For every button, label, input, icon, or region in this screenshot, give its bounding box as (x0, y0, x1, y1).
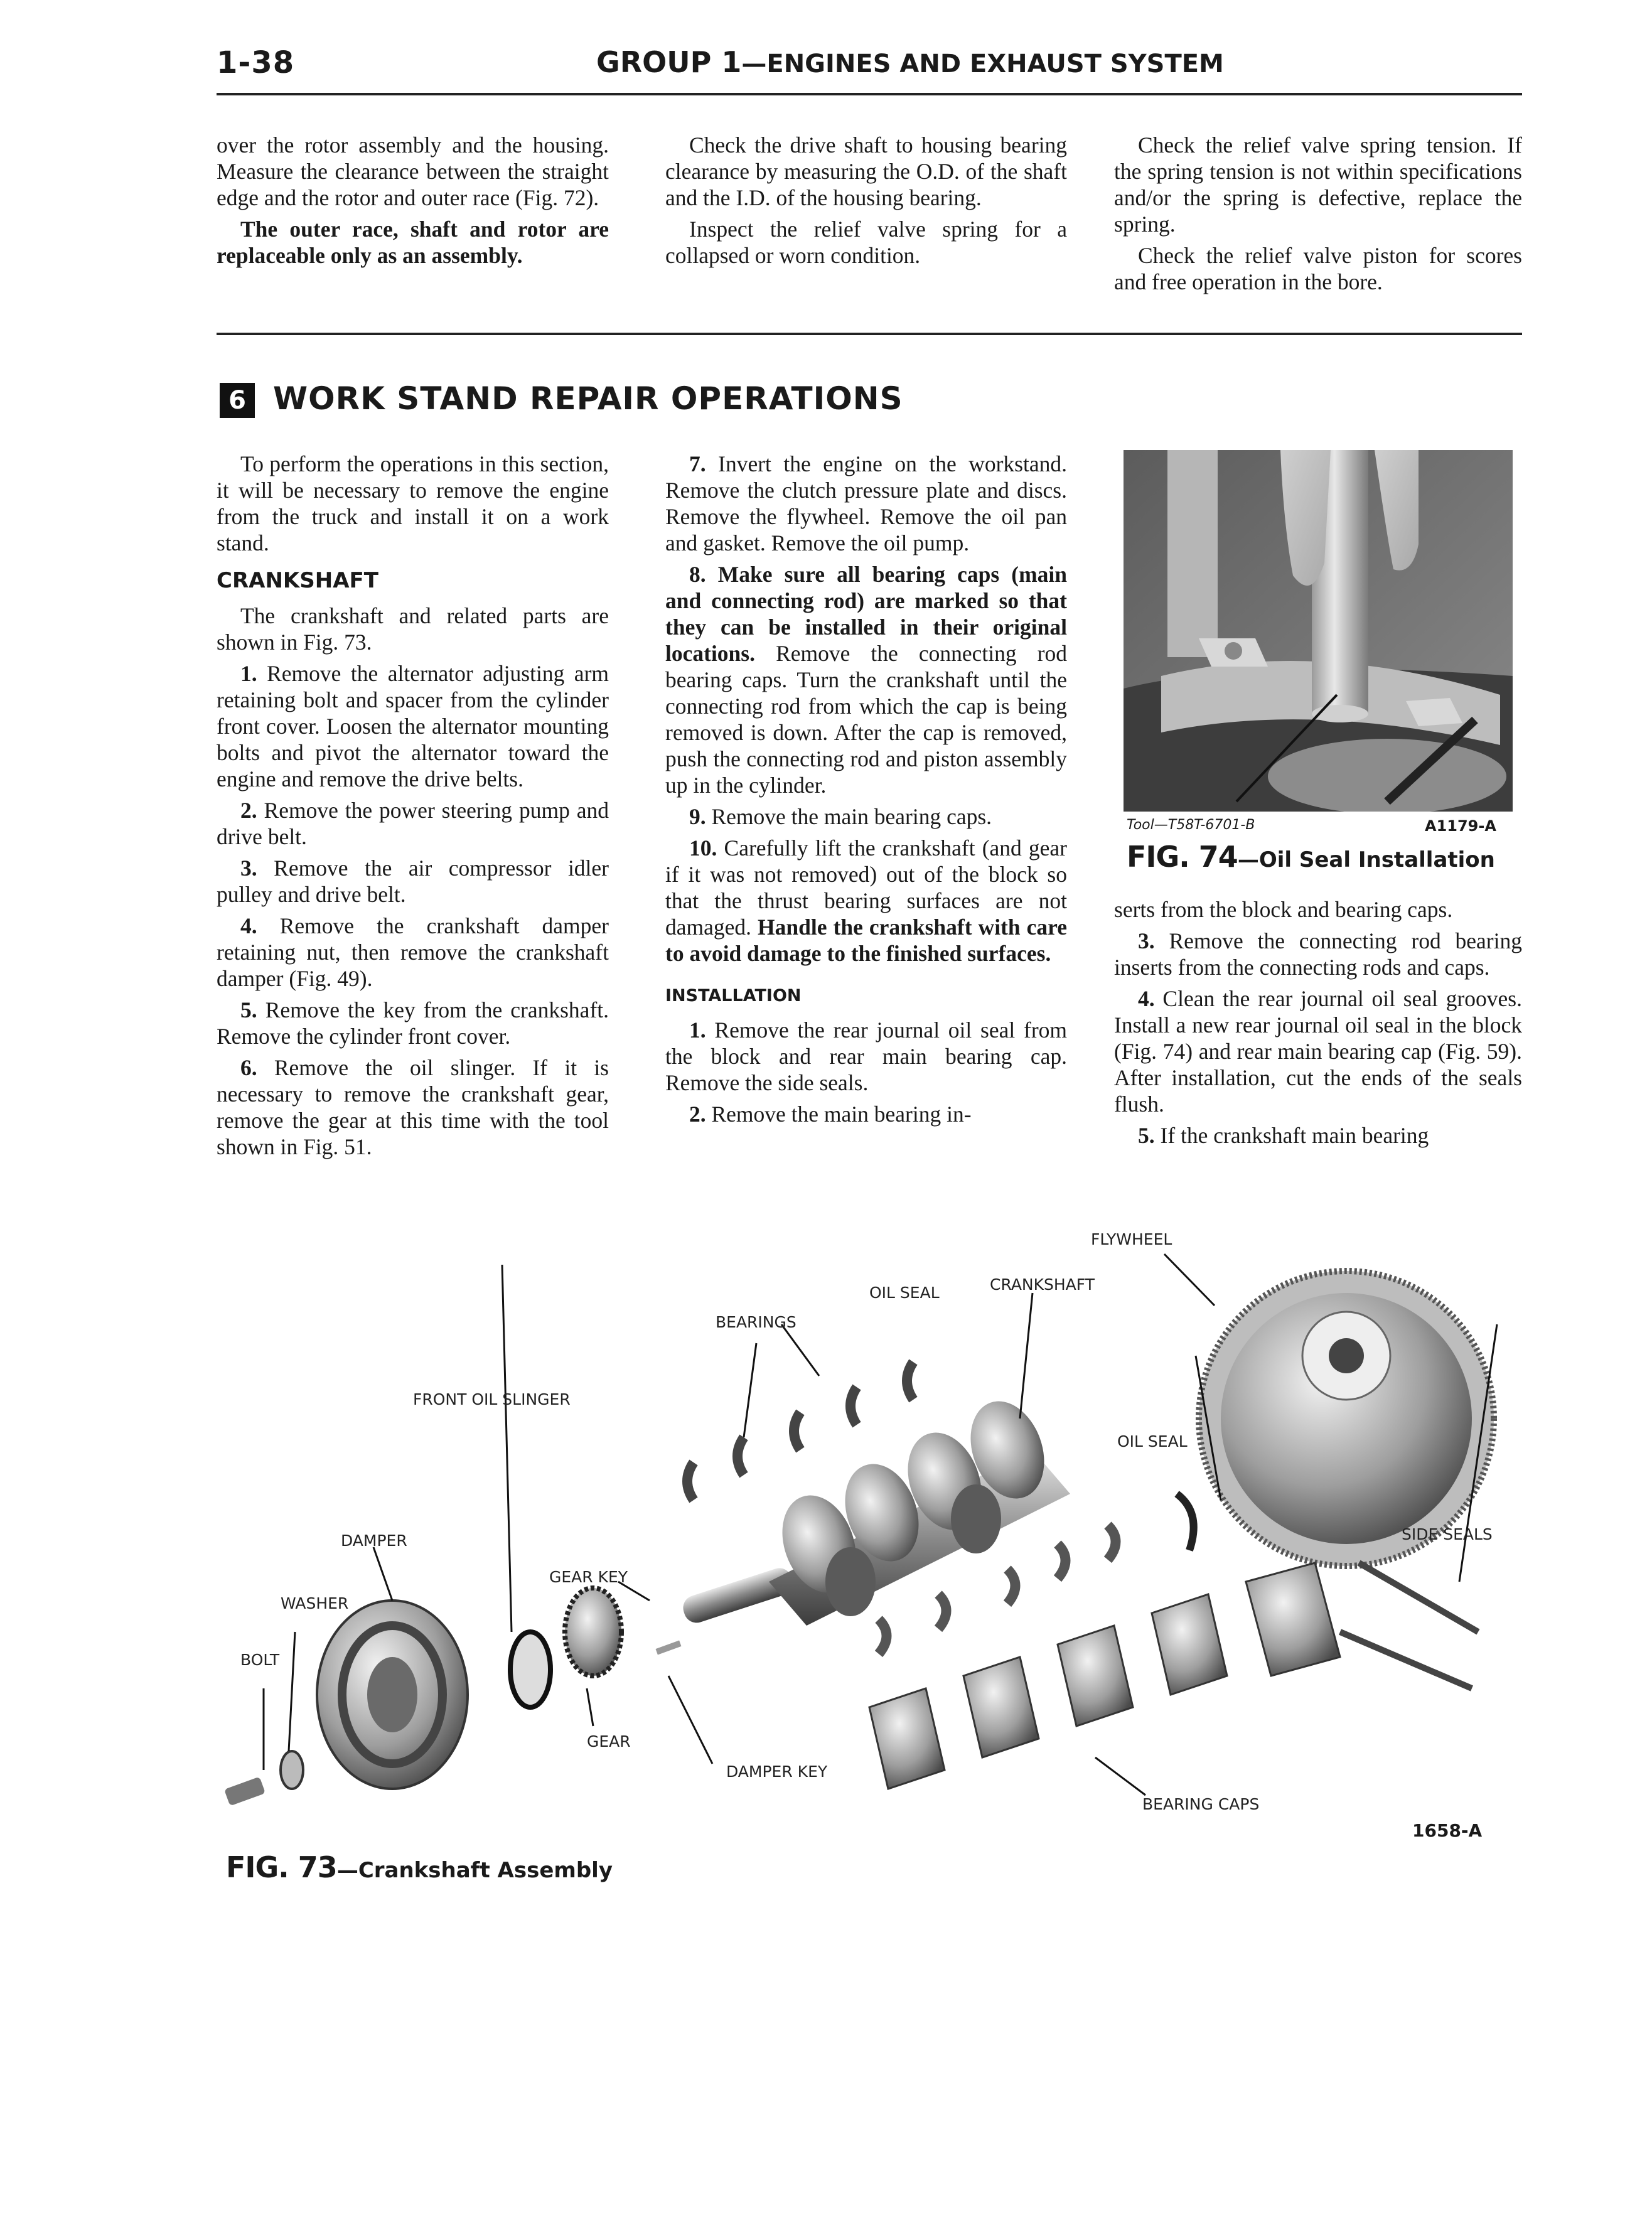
label-oil-seal-top: OIL SEAL (869, 1284, 940, 1302)
step-text: Clean the rear journal oil seal grooves. Install a new rear journal oil seal in the block (Fig. 74) and rear main bearing cap (Fig. 59). After installation, cut the ends of the seals flush. (1114, 986, 1522, 1117)
subhead-crankshaft: CRANKSHAFT (217, 568, 378, 593)
fig73-diagram (217, 1230, 1535, 1833)
step-text: Remove the crankshaft damper retaining nut, then remove the crankshaft damper (Fig. 49). (217, 913, 609, 991)
paragraph: Check the relief valve spring tension. If the spring tension is not within specifications and/or the spring is defective, replace the spring. (1114, 132, 1522, 237)
fig73-code: 1658-A (1412, 1820, 1483, 1841)
install-step-3 (1114, 928, 1522, 980)
step-number: 6. (240, 1055, 257, 1080)
label-gear-key: GEAR KEY (549, 1568, 628, 1586)
label-oil-seal-right: OIL SEAL (1117, 1432, 1188, 1451)
step-3 (217, 855, 609, 908)
paragraph: Inspect the relief valve spring for a collapsed or worn condition. (665, 217, 1067, 268)
running-head (596, 45, 1224, 79)
paragraph: Check the relief valve piston for scores and free operation in the bore. (1114, 243, 1522, 294)
step-text: Remove the main bearing in- (711, 1102, 972, 1127)
top-column-2 (665, 132, 1067, 274)
step-number: 7. (689, 451, 706, 476)
install-step-2 (665, 1101, 1067, 1127)
section-number-badge: 6 (220, 383, 255, 418)
group-subtitle: —ENGINES AND EXHAUST SYSTEM (741, 50, 1224, 78)
fig73-caption-text: —Crankshaft Assembly (336, 1858, 613, 1883)
step-text: If the crankshaft main bearing (1160, 1123, 1429, 1148)
page-number: 1-38 (217, 45, 295, 80)
step-6 (217, 1054, 609, 1160)
install-step-1 (665, 1017, 1067, 1096)
install-step-4 (1114, 985, 1522, 1117)
gear-part (565, 1588, 621, 1676)
top-column-1 (217, 132, 609, 274)
paragraph: Check the drive shaft to housing bearing clearance by measuring the O.D. of the shaft and the I.D. of the housing bearing. (665, 132, 1067, 210)
bolt-part (224, 1777, 266, 1806)
column-3 (1114, 896, 1522, 1154)
fig74-label: FIG. 74 (1127, 840, 1238, 874)
label-flywheel: FLYWHEEL (1091, 1230, 1172, 1248)
label-damper: DAMPER (341, 1531, 407, 1550)
group-title: GROUP 1 (596, 45, 742, 79)
fig74-caption-text: —Oil Seal Installation (1237, 847, 1495, 872)
subhead-installation: INSTALLATION (665, 986, 802, 1006)
fig74-code: A1179-A (1425, 817, 1496, 835)
step-text: Remove the connecting rod bearing inserts from the connecting rods and caps. (1114, 928, 1522, 980)
label-damper-key: DAMPER KEY (726, 1762, 828, 1781)
step-number: 4. (240, 913, 257, 938)
header-rule (217, 93, 1522, 95)
step-number: 9. (689, 804, 706, 829)
step-2 (217, 797, 609, 850)
step-10 (665, 835, 1067, 967)
rear-oil-seal (1177, 1494, 1194, 1550)
step-5 (217, 997, 609, 1049)
step-9 (665, 803, 1067, 830)
paragraph: over the rotor assembly and the housing. Measure the clearance between the straight edge and the rotor and outer race (Fig. 72). (217, 132, 609, 210)
step-warning: Make sure all bearing caps (main and connecting rod) are marked so that they can be installed in their original locations. (665, 562, 1068, 666)
step-text: Carefully lift the crankshaft (and gear if it was not removed) out of the block so that the thrust bearing surfaces are not damaged. (665, 835, 1068, 940)
label-side-seals: SIDE SEALS (1402, 1525, 1493, 1543)
step-text: Remove the power steering pump and drive belt. (217, 798, 609, 849)
step-number: 5. (240, 997, 257, 1022)
paragraph: To perform the operations in this section, it will be necessary to remove the engine from the truck and install it on a work stand. (217, 451, 609, 555)
step-text: Remove the alternator adjusting arm retaining bolt and spacer from the cylinder front cover. Loosen the alternator mounting bolts and pivot the alternator toward the engine and remove the drive belts. (217, 661, 609, 791)
oil-seal-installation-photo (1124, 450, 1513, 812)
label-gear: GEAR (587, 1732, 631, 1751)
step-number: 1. (240, 661, 257, 686)
flywheel-part (1199, 1271, 1494, 1566)
top-column-3 (1114, 132, 1522, 300)
step-number: 10. (689, 835, 717, 861)
crankshaft-exploded-view (217, 1230, 1535, 1833)
step-text: Invert the engine on the workstand. Remove the clutch pressure plate and discs. Remove the flywheel. Remove the oil pan and gasket. Remove the oil pump. (665, 451, 1067, 555)
step-number: 3. (1138, 928, 1155, 953)
fig74-caption (1127, 840, 1495, 874)
label-front-oil-slinger: FRONT OIL SLINGER (413, 1390, 571, 1408)
side-seal-bolts (1340, 1563, 1478, 1688)
step-text: Remove the oil slinger. If it is necessary to remove the crankshaft gear, remove the gear at this time with the tool shown in Fig. 51. (217, 1055, 609, 1159)
label-crankshaft: CRANKSHAFT (990, 1275, 1095, 1294)
front-oil-slinger-part (510, 1632, 550, 1707)
step-number: 2. (689, 1102, 706, 1127)
step-text: Remove the rear journal oil seal from the block and rear main bearing cap. Remove the side seals. (665, 1017, 1068, 1095)
step-number: 4. (1138, 986, 1155, 1011)
step-number: 2. (240, 798, 257, 823)
label-bearings: BEARINGS (716, 1313, 796, 1331)
label-bolt: BOLT (240, 1651, 280, 1669)
step-number: 8. (689, 562, 706, 587)
step-4 (217, 913, 609, 992)
step-warning: Handle the crankshaft with care to avoid damage to the finished surfaces. (665, 914, 1068, 966)
label-bearing-caps: BEARING CAPS (1142, 1795, 1260, 1813)
step-text: Remove the air compressor idler pulley and drive belt. (217, 855, 609, 907)
step-text: Remove the key from the crankshaft. Remove the cylinder front cover. (217, 997, 609, 1049)
fig74-tool-credit: Tool—T58T-6701-B (1127, 817, 1255, 833)
step-text: Remove the main bearing caps. (711, 804, 992, 829)
label-washer: WASHER (281, 1594, 349, 1612)
step-8 (665, 561, 1067, 798)
column-1 (217, 451, 609, 1165)
step-text: Remove the connecting rod bearing caps. Turn the crankshaft until the connecting rod from which the cap is being removed is down. After the cap is removed, push the connecting rod and piston assembly up in the cylinder. (665, 641, 1067, 798)
paragraph: serts from the block and bearing caps. (1114, 897, 1453, 922)
column-2 (665, 451, 1067, 1132)
step-7 (665, 451, 1067, 556)
step-number: 5. (1138, 1123, 1155, 1148)
section-title: WORK STAND REPAIR OPERATIONS (273, 380, 903, 417)
paragraph-bold: The outer race, shaft and rotor are replaceable only as an assembly. (217, 217, 609, 268)
step-number: 1. (689, 1017, 706, 1043)
damper-part (317, 1601, 468, 1789)
fig73-caption (226, 1850, 613, 1884)
washer-part (281, 1751, 303, 1789)
install-step-5 (1114, 1122, 1522, 1149)
damper-key-part (655, 1640, 681, 1655)
step-number: 3. (240, 855, 257, 881)
paragraph: The crankshaft and related parts are shown in Fig. 73. (217, 603, 609, 655)
fig74-photo (1124, 450, 1513, 812)
fig73-label: FIG. 73 (226, 1850, 337, 1884)
step-1 (217, 660, 609, 792)
section-rule (217, 333, 1522, 335)
